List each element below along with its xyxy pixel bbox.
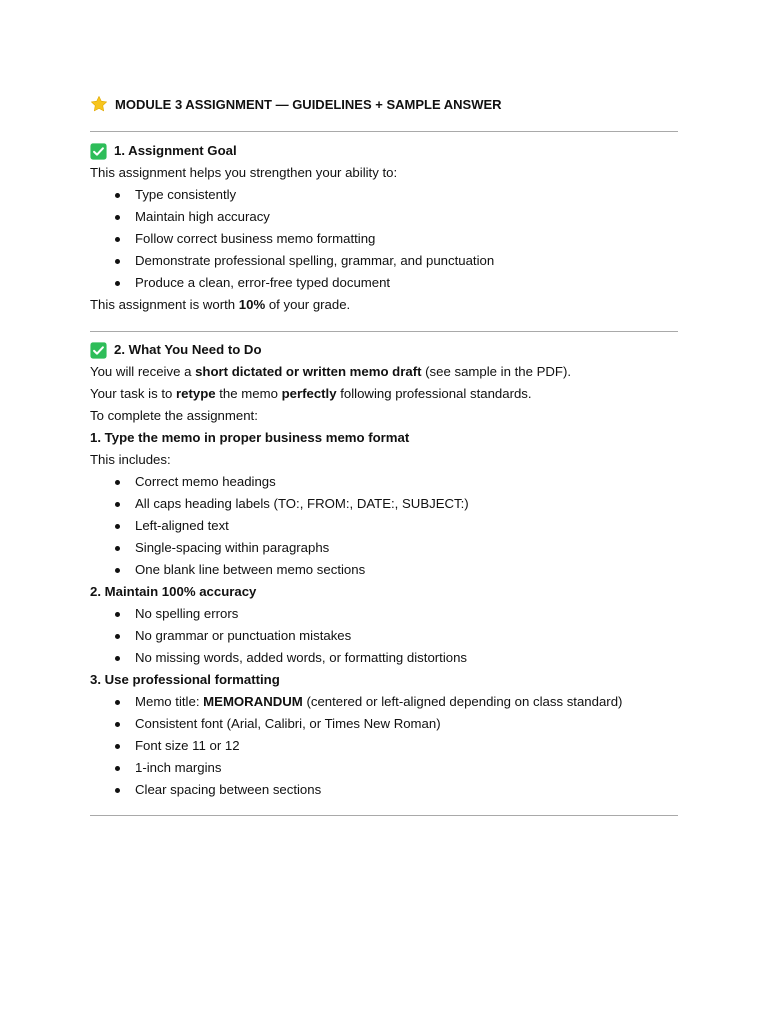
text-span: You will receive a [90,364,196,379]
paragraph-complete: To complete the assignment: [90,408,258,423]
step-1-includes: This includes: [90,452,171,467]
section-heading-text: 1. Assignment Goal [114,143,237,158]
text-span: of your grade. [265,297,351,312]
paragraph-grade-worth [90,294,678,316]
list-item: No missing words, added words, or formatting distortions [90,647,678,669]
text-span: (centered or left-aligned depending on class standard) [302,694,623,709]
list-item: No grammar or punctuation mistakes [90,625,678,647]
list-item: Maintain high accuracy [90,206,678,228]
divider-2 [90,331,678,332]
text-span: Your task is to [90,386,177,401]
list-item: Demonstrate professional spelling, grammar, and punctuation [90,250,678,272]
star-icon [90,95,108,113]
goal-bullet-list [90,184,678,294]
text-span: short dictated or written memo draft [195,364,422,379]
list-item: Font size 11 or 12 [90,735,678,757]
document-title-row [90,94,502,114]
step-3-bullet-list [90,691,678,801]
text-span: retype [176,386,216,401]
step-3-title: 3. Use professional formatting [90,672,280,687]
section-heading-what-to-do [90,339,678,361]
step-1-bullet-list [90,471,678,581]
check-box-icon [90,143,107,160]
list-item: Follow correct business memo formatting [90,228,678,250]
step-1-title: 1. Type the memo in proper business memo format [90,430,410,445]
list-item: 1-inch margins [90,757,678,779]
document-title: MODULE 3 ASSIGNMENT — GUIDELINES + SAMPLE ANSWER [115,96,502,112]
list-item: Correct memo headings [90,471,678,493]
list-item: One blank line between memo sections [90,559,678,581]
text-span: the memo [215,386,282,401]
list-item: Produce a clean, error-free typed document [90,272,678,294]
text-span: perfectly [281,386,337,401]
list-item: Left-aligned text [90,515,678,537]
divider-1 [90,131,678,132]
list-item: No spelling errors [90,603,678,625]
text-span: following professional standards. [336,386,532,401]
list-item: All caps heading labels (TO:, FROM:, DATE:, SUBJECT:) [90,493,678,515]
paragraph-task [90,383,678,405]
text-span: This assignment is worth [90,297,239,312]
divider-3 [90,815,678,816]
text-span: MEMORANDUM [203,694,303,709]
list-item: Consistent font (Arial, Calibri, or Times New Roman) [90,713,678,735]
list-item: Single-spacing within paragraphs [90,537,678,559]
check-box-icon [90,342,107,359]
list-item: Type consistently [90,184,678,206]
section-heading-text: 2. What You Need to Do [114,342,262,357]
text-span: Memo title: [135,694,204,709]
section-what-you-need-to-do [90,339,678,801]
section-assignment-goal [90,140,678,316]
list-item: Clear spacing between sections [90,779,678,801]
grade-percentage: 10% [238,297,266,312]
text-span: (see sample in the PDF). [421,364,572,379]
step-2-bullet-list [90,603,678,669]
paragraph-receive [90,361,678,383]
list-item [90,691,678,713]
paragraph-intro: This assignment helps you strengthen your ability to: [90,165,398,180]
section-heading-assignment-goal [90,140,678,162]
step-2-title: 2. Maintain 100% accuracy [90,584,257,599]
